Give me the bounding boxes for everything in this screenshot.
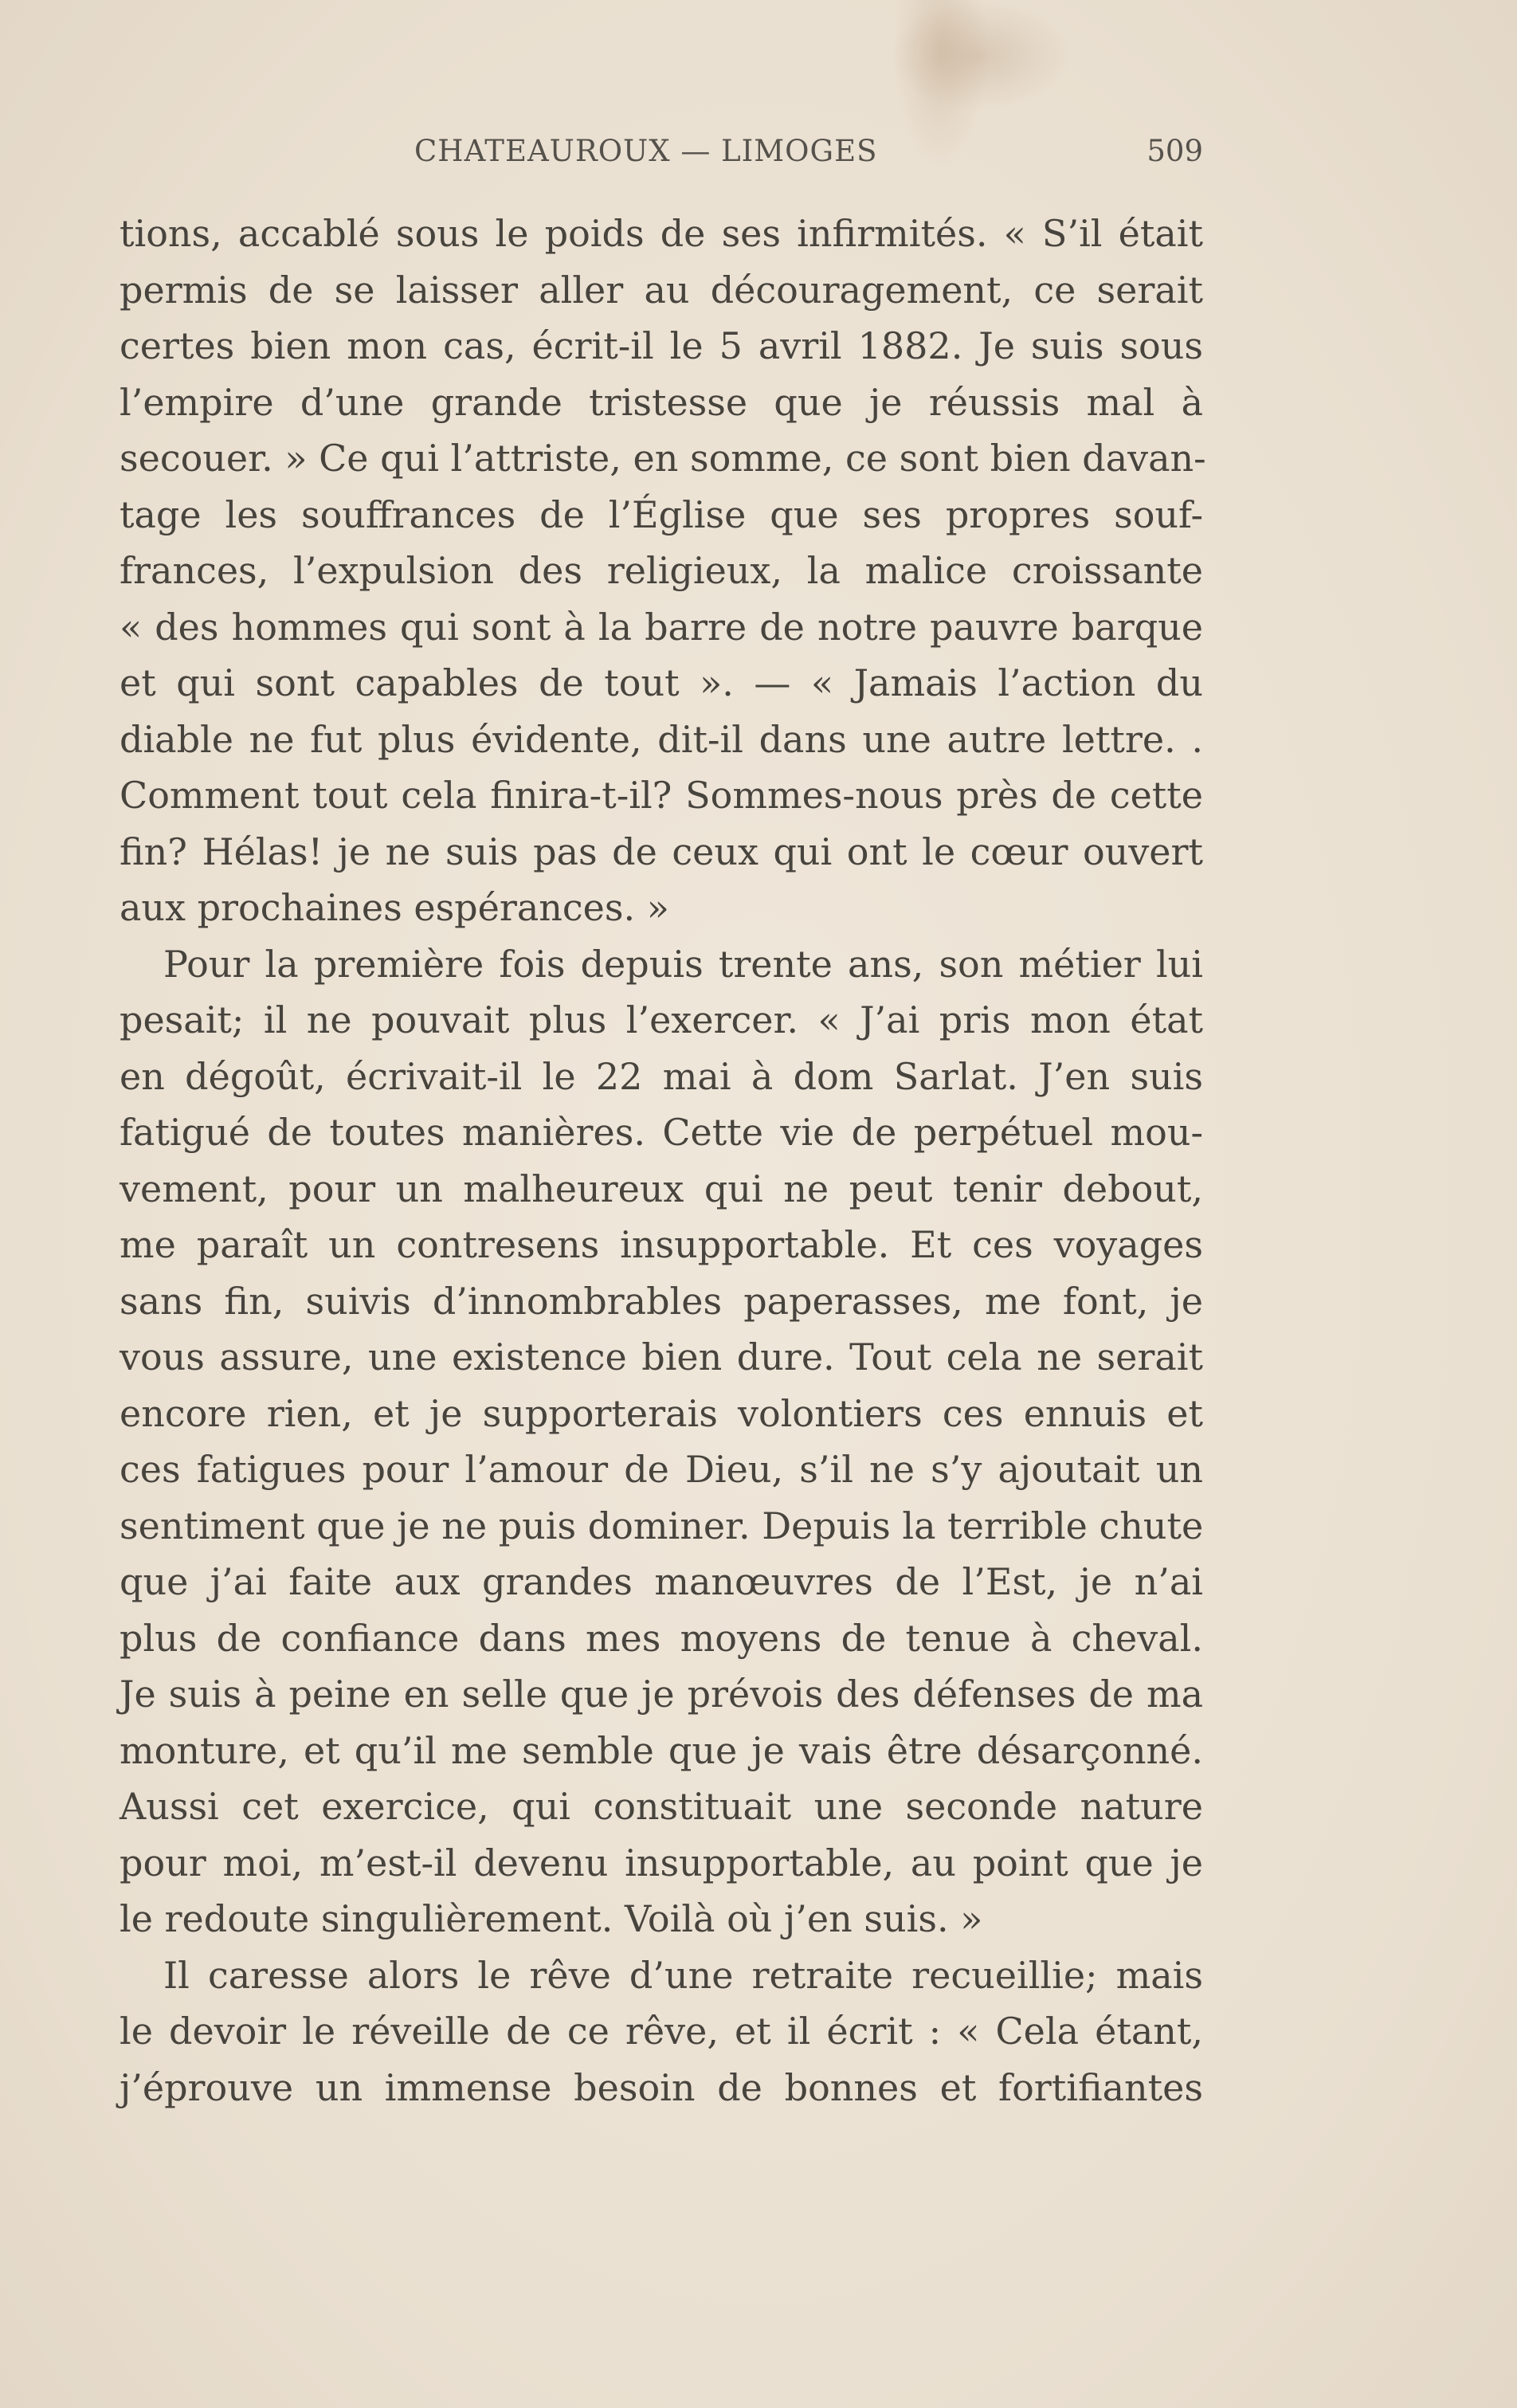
body-text bbox=[120, 206, 1206, 2116]
running-title: CHATEAUROUX — LIMOGES bbox=[414, 134, 878, 168]
text-line: pesait; il ne pouvait plus l’exercer. « J’ai pris mon état bbox=[120, 998, 1203, 1041]
text-line: monture, et qu’il me semble que je vais être désarçonné. bbox=[120, 1728, 1203, 1772]
text-line: le devoir le réveille de ce rêve, et il écrit : « Cela étant, bbox=[120, 2010, 1203, 2053]
text-line: sentiment que je ne puis dominer. Depuis la terrible chute bbox=[120, 1504, 1204, 1547]
text-line: et qui sont capables de tout ». — « Jamais l’action du bbox=[120, 661, 1203, 704]
text-line: frances, l’expulsion des religieux, la malice croissante bbox=[120, 549, 1203, 592]
text-line: Aussi cet exercice, qui constituait une seconde nature bbox=[120, 1785, 1203, 1828]
text-line: « des hommes qui sont à la barre de notre pauvre barque bbox=[120, 605, 1203, 649]
text-line: le redoute singulièrement. Voilà où j’en suis. » bbox=[120, 1897, 983, 1940]
text-line: diable ne fut plus évidente, dit-il dans une autre lettre. . bbox=[120, 717, 1203, 761]
text-line: sans fin, suivis d’innombrables paperasses, me font, je bbox=[120, 1279, 1203, 1323]
text-line: permis de se laisser aller au découragement, ce serait bbox=[120, 268, 1203, 312]
text-line: Pour la première fois depuis trente ans, son métier lui bbox=[163, 942, 1203, 986]
text-line: encore rien, et je supporterais volontiers ces ennuis et bbox=[120, 1391, 1203, 1435]
page-number: 509 bbox=[1147, 134, 1203, 168]
text-line: vement, pour un malheureux qui ne peut tenir debout, bbox=[120, 1167, 1203, 1210]
text-line: secouer. » Ce qui l’attriste, en somme, ce sont bien davan- bbox=[120, 437, 1206, 480]
running-head bbox=[120, 134, 1203, 182]
text-line: pour moi, m’est-il devenu insupportable, au point que je bbox=[120, 1841, 1203, 1884]
text-line: fatigué de toutes manières. Cette vie de perpétuel mou- bbox=[120, 1111, 1203, 1154]
text-line: me paraît un contresens insupportable. Et ces voyages bbox=[120, 1223, 1203, 1266]
text-line: Comment tout cela finira-t-il? Sommes-nous près de cette bbox=[120, 774, 1203, 817]
text-line: tions, accablé sous le poids de ses infirmités. « S’il était bbox=[120, 212, 1203, 255]
text-line: ces fatigues pour l’amour de Dieu, s’il ne s’y ajoutait un bbox=[120, 1448, 1203, 1491]
text-line: vous assure, une existence bien dure. Tout cela ne serait bbox=[120, 1335, 1203, 1379]
text-line: plus de confiance dans mes moyens de tenue à cheval. bbox=[120, 1616, 1203, 1660]
text-line: que j’ai faite aux grandes manœuvres de l’Est, je n’ai bbox=[120, 1560, 1203, 1603]
text-line: aux prochaines espérances. » bbox=[120, 886, 669, 929]
text-line: j’éprouve un immense besoin de bonnes et fortifiantes bbox=[120, 2065, 1203, 2109]
text-line: certes bien mon cas, écrit-il le 5 avril 1882. Je suis sous bbox=[120, 324, 1203, 367]
text-line: fin? Hélas! je ne suis pas de ceux qui ont le cœur ouvert bbox=[120, 829, 1203, 873]
text-line: l’empire d’une grande tristesse que je réussis mal à bbox=[120, 380, 1203, 424]
paper-stain bbox=[888, 0, 1072, 112]
text-line: tage les souffrances de l’Église que ses propres souf- bbox=[120, 492, 1203, 536]
text-line: Je suis à peine en selle que je prévois des défenses de ma bbox=[120, 1673, 1203, 1716]
text-line: Il caresse alors le rêve d’une retraite recueillie; mais bbox=[163, 1953, 1203, 1997]
text-line: en dégoût, écrivait-il le 22 mai à dom Sarlat. J’en suis bbox=[120, 1054, 1203, 1098]
